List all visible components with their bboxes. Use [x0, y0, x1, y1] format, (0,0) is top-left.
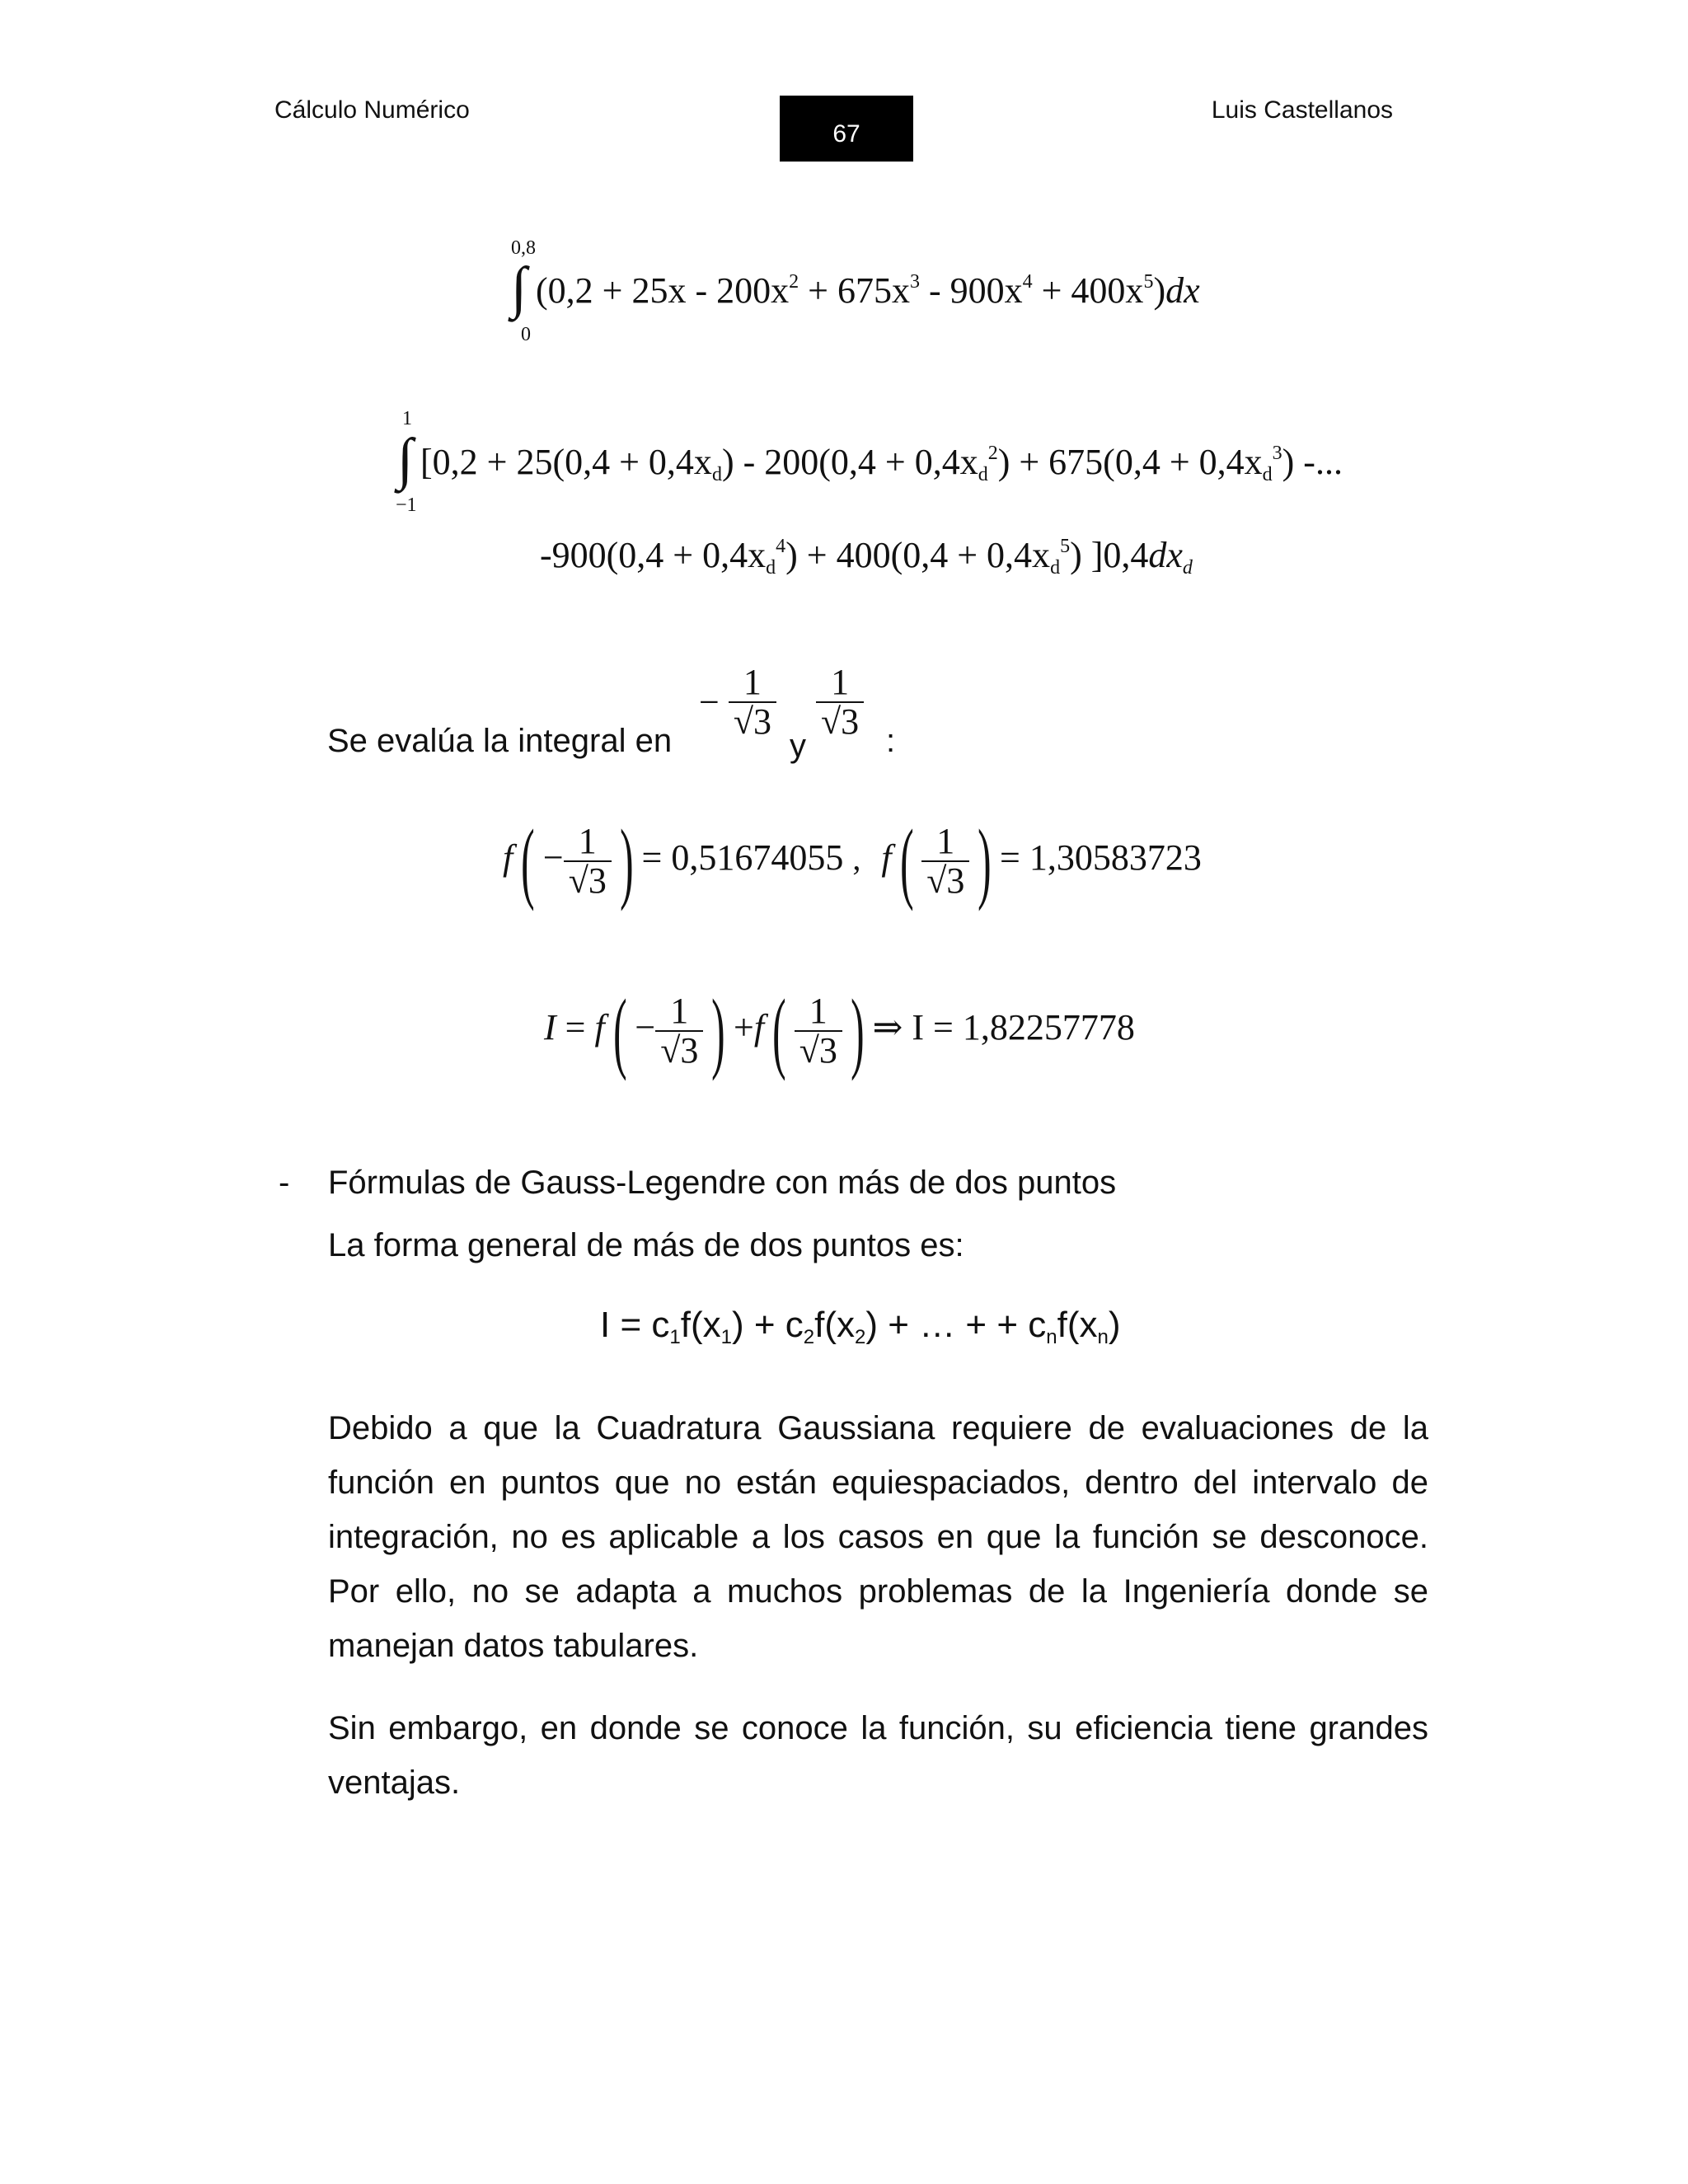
- integral-2-line-1: [$0,2 + 25(0,4 + 0,4x_d) - 200(0,4 + 0,4x_d^2) + 675(0,4 + 0,4x_d^3)$ -...: [420, 442, 1343, 485]
- page-number: 67: [832, 120, 860, 148]
- section-title: Fórmulas de Gauss-Legendre con más de dos puntos: [328, 1165, 1117, 1201]
- header-left-title: Cálculo Numérico: [274, 96, 470, 124]
- point-negative: − $\frac{1}{√3}$: [699, 663, 776, 741]
- general-formula: $I = c_1f(x_1) + c_2f(x_2)$ + … + + $c_nf(x_n)$: [600, 1305, 1121, 1348]
- paragraph-advantages: Sin embargo, en donde se conoce la función, su eficiencia tiene grandes ventajas.: [328, 1710, 1428, 1801]
- evaluation-text: Se evalúa la integral en: [327, 723, 673, 759]
- evaluation-colon: :: [886, 723, 896, 759]
- integral-sign: ∫: [511, 256, 528, 320]
- f-pos-value: = 1,30583723: [1000, 837, 1202, 879]
- f-neg-value: = 0,51674055: [641, 837, 844, 879]
- and-y: y: [790, 728, 806, 764]
- integral-2-upper-limit: 1: [402, 408, 412, 429]
- page-number-box: [780, 96, 913, 162]
- integral-result-value: ⇒ I = 1,82257778: [872, 1007, 1135, 1048]
- integral-2-line-2: $-900(0,4 + 0,4x_d^4) + 400(0,4 + 0,4x_d^5)$ ]$0,4dx_d$: [540, 535, 1193, 579]
- section-intro: La forma general de más de dos puntos es:: [328, 1227, 964, 1263]
- paragraph-gaussian-limitations: Debido a que la Cuadratura Gaussiana requiere de evaluaciones de la función en puntos que no están equiespaciados, dentro del intervalo de integración, no es aplicable a los casos en que la función se desconoce. Por ello, no se adapta a muchos problemas de la Ingeniería donde se manejan datos tabulares.: [328, 1410, 1428, 1664]
- point-positive: $\frac{1}{√3}$: [816, 663, 864, 741]
- integral-upper-limit: 0,8: [511, 237, 536, 259]
- integral-2-lower-limit: −1: [396, 494, 417, 516]
- function-values-line: f( − $\frac{1}{√3}$ ) = 0,51674055 , f( $\frac{1}{√3}$ ) = 1,30583723: [503, 811, 1202, 912]
- integral-result-line: I = f( − $\frac{1}{√3}$ ) +f( $\frac{1}{√3}$ ) ⇒ I = 1,82257778: [544, 981, 1135, 1081]
- integral-lower-limit: 0: [521, 324, 531, 345]
- section-bullet: -: [279, 1165, 290, 1201]
- header-author: Luis Castellanos: [1211, 96, 1393, 124]
- integral-1-body: $(0,2 + 25x - 200x^2 + 675x^3 - 900x^4 + 400x^5)dx$: [536, 270, 1200, 311]
- integral-2-sign: ∫: [397, 428, 414, 491]
